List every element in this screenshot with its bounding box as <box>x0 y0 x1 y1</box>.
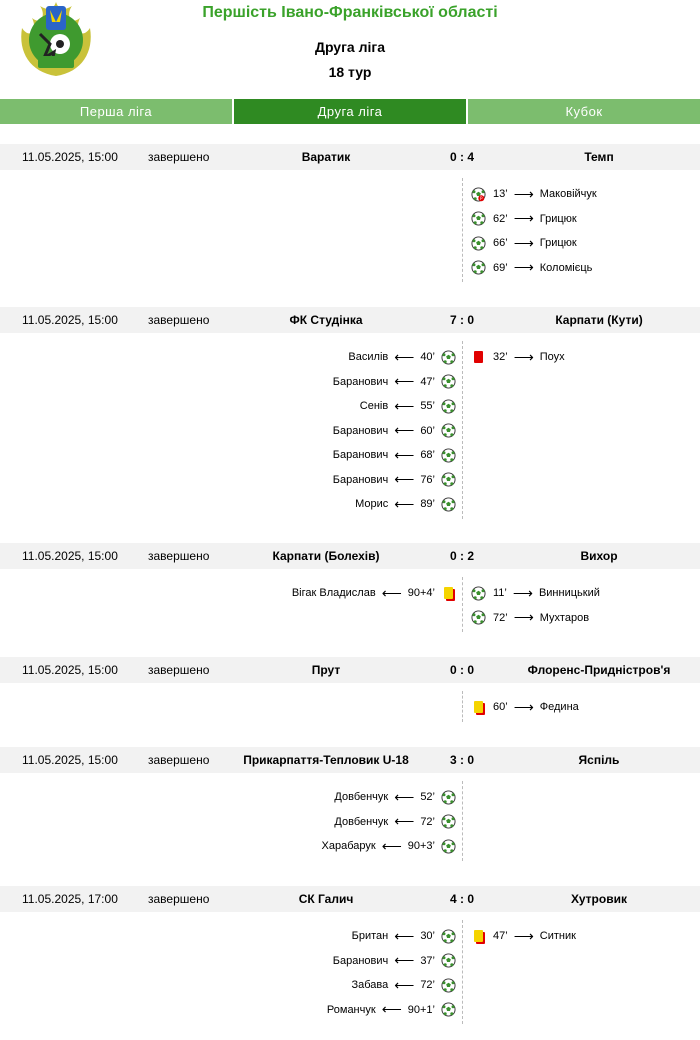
home-team: ФК Студінка <box>289 313 363 327</box>
arrow-left-icon: ⟵ <box>394 495 415 512</box>
event-player: Баранович <box>332 954 389 967</box>
home-team: СК Галич <box>298 892 354 906</box>
league-name: Друга ліга <box>314 39 386 55</box>
away-team: Флоренс-Придністров'я <box>527 663 671 677</box>
match-block <box>0 543 700 648</box>
round-number: 18 тур <box>328 64 372 80</box>
event-minute: 76’ <box>420 473 435 486</box>
match-block <box>0 307 700 535</box>
goal-ball-icon <box>471 260 486 275</box>
home-event <box>334 787 456 807</box>
match-status: завершено <box>148 892 210 906</box>
event-minute: 37’ <box>420 954 435 967</box>
goal-ball-icon <box>441 953 456 968</box>
event-player: Мухтаров <box>539 611 590 624</box>
event-player: Баранович <box>332 375 389 388</box>
match-status: завершено <box>148 663 210 677</box>
home-team: Прикарпаття-Тепловик U-18 <box>243 753 409 767</box>
event-minute: 13’ <box>493 188 508 200</box>
goal-ball-icon <box>441 814 456 829</box>
events-divider <box>462 781 463 861</box>
match-date: 11.05.2025, 15:00 <box>22 663 118 677</box>
match-header-row[interactable] <box>0 307 700 333</box>
match-score: 0 : 4 <box>449 150 475 164</box>
event-minute: 72’ <box>420 815 435 828</box>
event-player: Забава <box>351 979 389 991</box>
away-event <box>471 697 579 717</box>
match-events <box>0 569 700 648</box>
home-event <box>360 396 456 416</box>
events-divider <box>462 178 463 282</box>
home-event <box>333 445 456 465</box>
goal-ball-icon <box>441 399 456 414</box>
arrow-left-icon: ⟵ <box>381 837 402 854</box>
event-minute: 47’ <box>420 375 435 388</box>
event-minute: 69’ <box>493 261 508 274</box>
events-divider <box>462 577 463 632</box>
match-events <box>0 170 700 298</box>
event-minute: 90+3’ <box>407 840 435 852</box>
arrow-right-icon: ⟶ <box>513 609 534 625</box>
match-header-row[interactable] <box>0 144 700 170</box>
penalty-goal-icon <box>471 187 486 202</box>
arrow-left-icon: ⟵ <box>394 373 415 389</box>
home-event <box>351 975 456 995</box>
second-yellow-card-icon <box>441 586 456 601</box>
match-score: 3 : 0 <box>449 753 475 767</box>
tab-first-league[interactable]: Перша ліга <box>0 99 232 124</box>
event-minute: 32’ <box>493 351 508 363</box>
event-player: Коломієць <box>539 261 593 274</box>
arrow-right-icon: ⟶ <box>513 210 534 226</box>
tab-cup[interactable]: Кубок <box>468 99 700 124</box>
arrow-left-icon: ⟵ <box>381 1001 402 1017</box>
arrow-right-icon: ⟶ <box>513 698 534 715</box>
goal-ball-icon <box>441 472 456 487</box>
goal-ball-icon <box>441 978 456 993</box>
away-team: Темп <box>584 150 614 164</box>
away-event <box>471 184 597 204</box>
away-event <box>471 583 600 603</box>
svg-text:P: P <box>480 195 483 201</box>
away-event <box>471 258 592 278</box>
home-event <box>348 347 456 367</box>
red-card-icon <box>471 350 486 365</box>
event-minute: 90+4’ <box>407 587 435 599</box>
away-event <box>471 608 589 628</box>
match-date: 11.05.2025, 15:00 <box>22 549 118 563</box>
event-minute: 72’ <box>493 611 508 624</box>
home-event <box>322 836 456 856</box>
away-team: Вихор <box>580 549 618 563</box>
event-player: Ситник <box>539 930 576 942</box>
away-event <box>471 209 577 229</box>
home-event <box>333 951 456 971</box>
away-team: Яспіль <box>578 753 620 767</box>
arrow-right-icon: ⟶ <box>512 584 533 601</box>
match-date: 11.05.2025, 15:00 <box>22 313 118 327</box>
arrow-left-icon: ⟵ <box>394 422 415 438</box>
goal-ball-icon <box>471 586 486 601</box>
second-yellow-card-icon <box>471 929 486 944</box>
home-event <box>352 926 456 946</box>
match-date: 11.05.2025, 15:00 <box>22 753 118 767</box>
goal-ball-icon <box>441 1002 456 1017</box>
arrow-left-icon: ⟵ <box>394 927 415 944</box>
event-player: Сенів <box>359 400 389 412</box>
arrow-left-icon: ⟵ <box>394 446 415 463</box>
match-date: 11.05.2025, 15:00 <box>22 150 118 164</box>
goal-ball-icon <box>441 790 456 805</box>
away-team: Хутровик <box>571 892 627 906</box>
match-block <box>0 657 700 738</box>
match-events <box>0 912 700 1040</box>
arrow-left-icon: ⟵ <box>394 976 415 993</box>
event-player: Василів <box>348 351 389 363</box>
second-yellow-card-icon <box>471 700 486 715</box>
event-player: Поух <box>539 351 565 363</box>
home-event <box>292 583 456 603</box>
match-block <box>0 747 700 877</box>
event-player: Романчук <box>326 1003 376 1016</box>
event-minute: 72’ <box>420 979 435 991</box>
goal-ball-icon <box>471 610 486 625</box>
match-score: 4 : 0 <box>449 892 475 906</box>
events-divider <box>462 691 463 722</box>
event-player: Довбенчук <box>334 815 389 828</box>
arrow-left-icon: ⟵ <box>394 348 415 365</box>
goal-ball-icon <box>441 839 456 854</box>
event-player: Винницький <box>538 587 600 599</box>
match-score: 0 : 0 <box>449 663 475 677</box>
goal-ball-icon <box>471 236 486 251</box>
event-minute: 40’ <box>420 351 435 363</box>
goal-ball-icon <box>441 374 456 389</box>
event-minute: 30’ <box>420 930 435 942</box>
arrow-right-icon: ⟶ <box>513 185 534 202</box>
event-player: Грицюк <box>539 237 577 249</box>
home-event <box>333 470 456 490</box>
event-player: Грицюк <box>539 212 577 225</box>
goal-ball-icon <box>441 350 456 365</box>
arrow-left-icon: ⟵ <box>394 952 415 968</box>
arrow-left-icon: ⟵ <box>394 788 415 805</box>
arrow-left-icon: ⟵ <box>394 471 415 487</box>
event-minute: 66’ <box>493 237 508 249</box>
goal-ball-icon <box>441 497 456 512</box>
arrow-left-icon: ⟵ <box>381 584 402 601</box>
away-event <box>471 233 577 253</box>
arrow-right-icon: ⟶ <box>513 348 534 365</box>
match-status: завершено <box>148 753 210 767</box>
event-minute: 47’ <box>493 930 508 942</box>
event-minute: 90+1’ <box>407 1003 435 1016</box>
match-status: завершено <box>148 549 210 563</box>
match-header-row[interactable] <box>0 747 700 773</box>
home-event <box>333 372 456 392</box>
arrow-left-icon: ⟵ <box>394 397 415 414</box>
match-block <box>0 886 700 1040</box>
arrow-right-icon: ⟶ <box>513 259 534 275</box>
match-status: завершено <box>148 313 210 327</box>
goal-ball-icon <box>441 448 456 463</box>
arrow-right-icon: ⟶ <box>513 234 534 251</box>
event-minute: 89’ <box>420 498 435 510</box>
arrow-right-icon: ⟶ <box>513 927 534 944</box>
event-player: Вігак Владислав <box>291 587 376 599</box>
match-status: завершено <box>148 150 210 164</box>
league-tabs <box>0 99 700 124</box>
match-events <box>0 683 700 738</box>
event-player: Харабарук <box>321 840 376 852</box>
goal-ball-icon <box>441 929 456 944</box>
event-player: Баранович <box>332 473 389 486</box>
event-minute: 62’ <box>493 212 508 225</box>
page-header <box>0 0 700 98</box>
tab-second-league[interactable]: Друга ліга <box>234 99 466 124</box>
events-divider <box>462 920 463 1024</box>
match-events <box>0 773 700 877</box>
goal-ball-icon <box>441 423 456 438</box>
home-team: Карпати (Болехів) <box>272 549 380 563</box>
events-divider <box>462 341 463 519</box>
away-team: Карпати (Кути) <box>555 313 643 327</box>
home-team: Прут <box>311 663 341 677</box>
match-header-row[interactable] <box>0 657 700 683</box>
event-player: Баранович <box>332 449 389 461</box>
match-score: 0 : 2 <box>449 549 475 563</box>
event-player: Британ <box>351 930 389 942</box>
goal-ball-icon <box>471 211 486 226</box>
away-event <box>471 347 565 367</box>
home-team: Варатик <box>301 150 351 164</box>
event-minute: 52’ <box>420 791 435 803</box>
event-minute: 68’ <box>420 449 435 461</box>
match-block <box>0 144 700 298</box>
match-events <box>0 333 700 535</box>
away-event <box>471 926 576 946</box>
arrow-left-icon: ⟵ <box>394 813 415 829</box>
event-minute: 11’ <box>493 587 507 599</box>
event-player: Довбенчук <box>334 791 389 803</box>
event-minute: 60’ <box>493 701 508 713</box>
home-event <box>334 812 456 832</box>
event-player: Баранович <box>332 424 389 437</box>
event-minute: 60’ <box>420 424 435 437</box>
event-player: Маковійчук <box>539 188 597 200</box>
match-header-row[interactable] <box>0 886 700 912</box>
event-player: Федина <box>539 701 579 713</box>
page-title: Першість Івано-Франківської області <box>202 4 498 21</box>
match-date: 11.05.2025, 17:00 <box>22 892 118 906</box>
home-event <box>355 494 456 514</box>
home-event <box>327 1000 456 1020</box>
match-header-row[interactable] <box>0 543 700 569</box>
event-player: Морис <box>355 498 389 510</box>
event-minute: 55’ <box>420 400 435 412</box>
home-event <box>333 421 456 441</box>
match-score: 7 : 0 <box>449 313 475 327</box>
